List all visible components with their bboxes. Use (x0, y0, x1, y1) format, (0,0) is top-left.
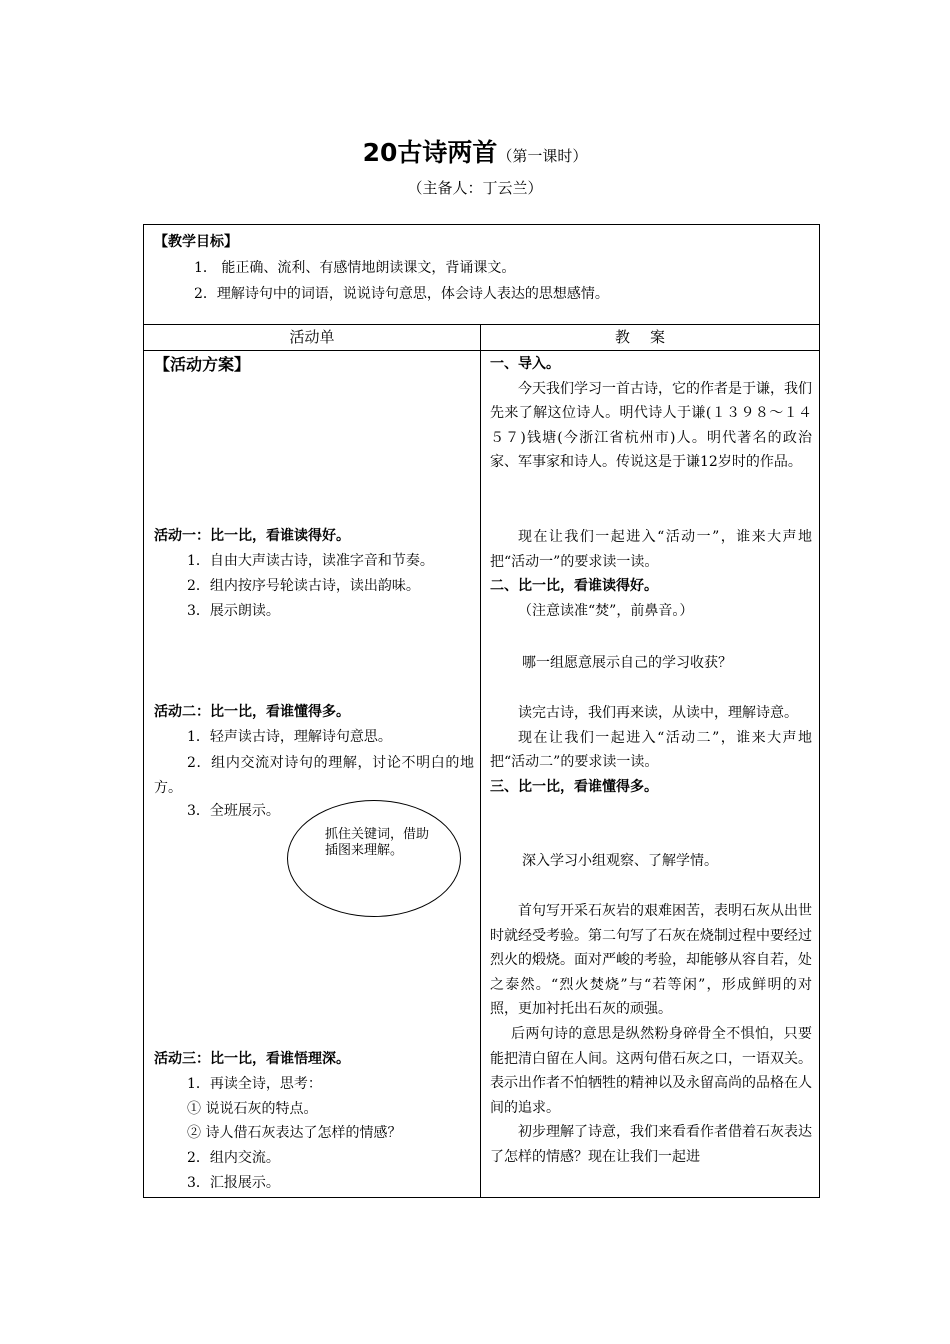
activity-3-item: 3．汇报展示。 (187, 1175, 280, 1191)
goal-item: 2．理解诗句中的词语，说说诗句意思，体会诗人表达的思想感情。 (194, 286, 609, 302)
goals-heading: 【教学目标】 (154, 234, 238, 250)
activity-3-item: 1．再读全诗，思考： (187, 1076, 322, 1092)
activity-2-item: 3．全班展示。 (187, 803, 280, 819)
activity-2-item: 2．组内交流对诗句的理解，讨论不明白的地方。 (154, 755, 474, 796)
activity-3-title: 活动三：比一比，看谁悟理深。 (154, 1051, 350, 1067)
activity-3-item: ② 诗人借石灰表达了怎样的情感？ (187, 1125, 402, 1141)
activity-sheet-header: 活动单 (143, 325, 481, 351)
section-1-heading: 一、导入。 (490, 356, 560, 372)
lesson-subtitle: （第一课时） (497, 147, 588, 165)
activity-2-prompt: 现在让我们一起进入“活动二”，谁来大声地把“活动二”的要求读一读。 (490, 729, 812, 771)
page-title (0, 133, 950, 169)
activity-2-item: 1．轻声读古诗，理解诗句意思。 (187, 729, 392, 745)
section-3-heading: 三、比一比，看谁懂得多。 (490, 778, 658, 795)
emotion-prompt: 初步理解了诗意，我们来看看作者借着石灰表达了怎样的情感？现在让我们一起进 (490, 1124, 812, 1165)
activity-1-item: 2．组内按序号轮读古诗，读出韵味。 (187, 578, 420, 594)
observation-note: 深入学习小组观察、了解学情。 (522, 853, 718, 869)
showcase-question: 哪一组愿意展示自己的学习收获？ (522, 655, 732, 671)
goal-item: 1． 能正确、流利、有感情地朗读课文，背诵课文。 (194, 260, 516, 276)
section-2-heading: 二、比一比，看谁读得好。 (490, 578, 658, 595)
pronunciation-note: （注意读准“焚”，前鼻音。） (518, 602, 694, 619)
activity-1-item: 3．展示朗读。 (187, 603, 280, 619)
intro-paragraph: 今天我们学习一首古诗，它的作者是于谦，我们先来了解这位诗人。明代诗人于谦(１３９８～１４５７)钱塘(今浙江省杭州市)人。明代著名的政治家、军事家和诗人。传说这是于谦12岁时的作品。 (490, 380, 812, 471)
lesson-title: 20古诗两首 (362, 138, 498, 167)
activity-3-item: 2．组内交流。 (187, 1150, 280, 1166)
lesson-plan-header: 教案 (480, 325, 820, 351)
activity-1-item: 1．自由大声读古诗，读准字音和节奏。 (187, 553, 434, 569)
activity-1-prompt: 现在让我们一起进入“活动一”，谁来大声地把“活动一”的要求读一读。 (490, 529, 812, 570)
reading-paragraph: 读完古诗，我们再来读，从读中，理解诗意。 (518, 705, 798, 721)
teaching-goals-box (143, 224, 820, 325)
activity-2-title: 活动二：比一比，看谁懂得多。 (154, 704, 350, 720)
analysis-paragraph-1: 首句写开采石灰岩的艰难困苦，表明石灰从出世时就经受考验。第二句写了石灰在烧制过程中要经过烈火的煅烧。面对严峻的考验，却能够从容自若，处之泰然。“烈火焚烧”与“若等闲”，形成鲜明的对照，更加衬托出石灰的顽强。 (490, 903, 812, 1018)
activity-3-item: ① 说说石灰的特点。 (187, 1101, 318, 1117)
author-line: （主备人：丁云兰） (407, 179, 543, 197)
activity-1-title: 活动一：比一比，看谁读得好。 (154, 528, 350, 544)
activity-plan-heading: 【活动方案】 (154, 355, 251, 374)
analysis-paragraph-2: 后两句诗的意思是纵然粉身碎骨全不惧怕，只要能把清白留在人间。这两句借石灰之口，一语双关。表示出作者不怕牺牲的精神以及永留高尚的品格在人间的追求。 (490, 1025, 812, 1116)
callout-text: 抓住关键词，借助插图来理解。 (325, 827, 430, 858)
